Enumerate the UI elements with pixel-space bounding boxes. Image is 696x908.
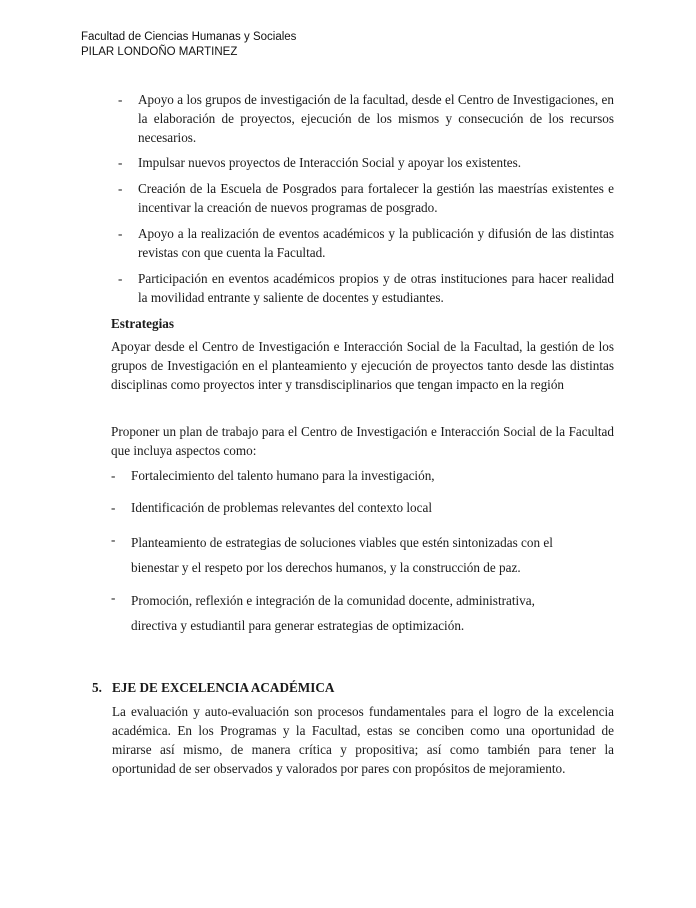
list-bullet: - <box>118 226 123 241</box>
page-header <box>81 30 296 60</box>
section-number: 5. <box>92 680 102 695</box>
strategy-item: Promoción, reflexión e integración de la comunidad docente, administrativa, directiva y estudiantil para generar estrategias de optimización. <box>131 593 535 633</box>
objective-item: Participación en eventos académicos propios y de otras instituciones para hacer realidad la movilidad entrante y saliente de docentes y estudiantes. <box>138 271 614 305</box>
section-title: EJE DE EXCELENCIA ACADÉMICA <box>112 680 335 695</box>
list-bullet: - <box>118 181 123 196</box>
objective-item: Apoyo a la realización de eventos académicos y la publicación y difusión de las distintas revistas con que cuenta la Facultad. <box>138 226 614 260</box>
strategies-paragraph-2: Proponer un plan de trabajo para el Centro de Investigación e Interacción Social de la Facultad que incluya aspectos como: <box>111 424 614 458</box>
list-bullet: - <box>118 155 123 170</box>
strategies-heading: Estrategias <box>111 316 174 331</box>
strategy-item: Planteamiento de estrategias de soluciones viables que estén sintonizadas con el bienestar y el respeto por los derechos humanos, y la construcción de paz. <box>131 535 553 575</box>
objective-item: Apoyo a los grupos de investigación de la facultad, desde el Centro de Investigaciones, en la elaboración de proyectos, ejecución de los mismos y consecución de los recursos necesarios. <box>138 92 614 145</box>
objective-item: Creación de la Escuela de Posgrados para fortalecer la gestión las maestrías existentes e incentivar la creación de nuevos programas de posgrado. <box>138 181 614 215</box>
list-bullet: - <box>118 92 123 107</box>
header-author: PILAR LONDOÑO MARTINEZ <box>81 46 238 58</box>
header-faculty: Facultad de Ciencias Humanas y Sociales <box>81 31 297 43</box>
strategy-item: Identificación de problemas relevantes del contexto local <box>131 500 432 515</box>
strategies-paragraph-1: Apoyar desde el Centro de Investigación e Interacción Social de la Facultad, la gestión de los grupos de Investigación en el planteamiento y ejecución de proyectos tanto desde las distintas disciplinas como proyectos inter y transdisciplinarios que tengan impacto en la región <box>111 339 614 392</box>
objective-item: Impulsar nuevos proyectos de Interacción Social y apoyar los existentes. <box>138 155 522 170</box>
list-bullet: - <box>111 532 116 547</box>
list-bullet: - <box>111 468 116 483</box>
list-bullet: - <box>111 500 116 515</box>
section-paragraph: La evaluación y auto-evaluación son procesos fundamentales para el logro de la excelencia académica. En los Programas y la Facultad, estas se conciben como una oportunidad de mirarse así mismo, de manera crítica y propositiva; así como también para tener la oportunidad de ser observados y valorados por pares con propósitos de mejoramiento. <box>112 704 614 776</box>
strategy-item: Fortalecimiento del talento humano para la investigación, <box>131 468 435 483</box>
list-bullet: - <box>118 271 123 286</box>
list-bullet: - <box>111 590 116 605</box>
